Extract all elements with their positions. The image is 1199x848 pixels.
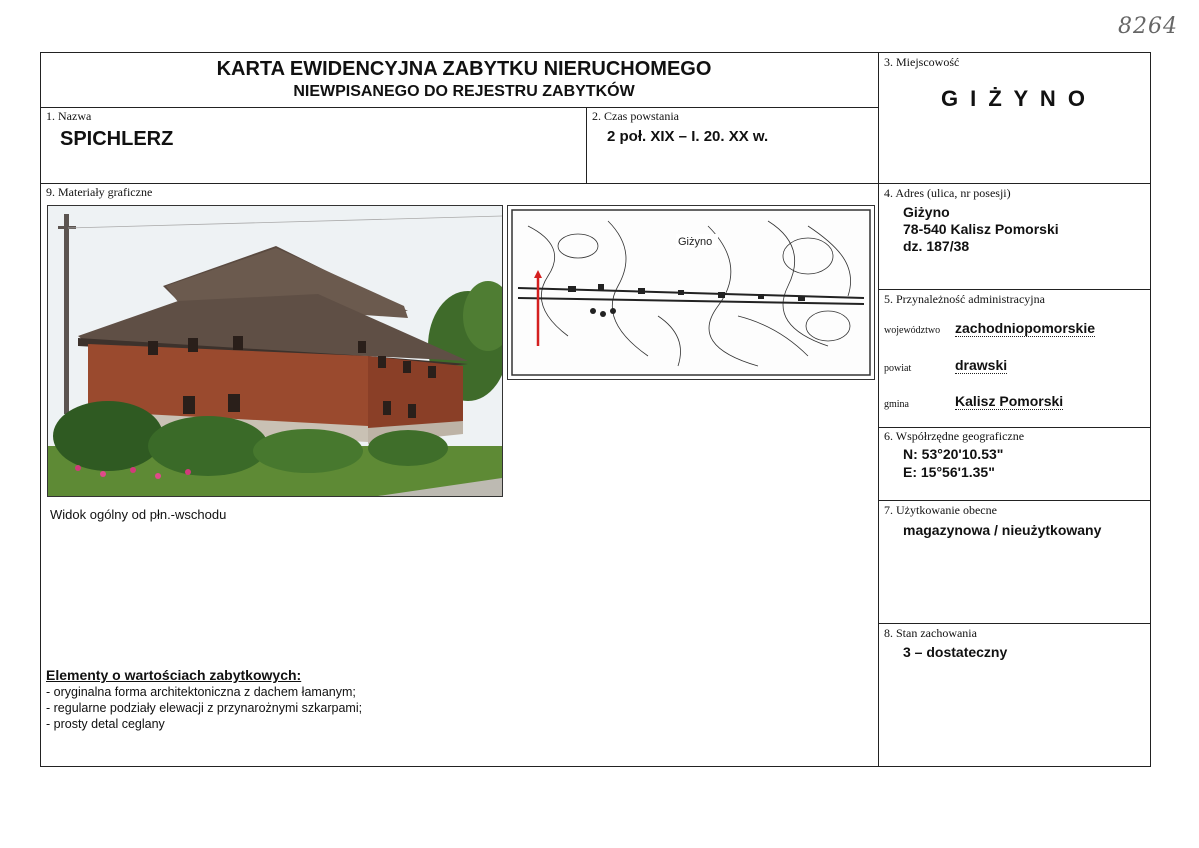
divider [878,289,1151,290]
gmina-value: Kalisz Pomorski [955,393,1064,409]
czas-label: 2. Czas powstania [592,109,679,123]
divider [586,107,587,183]
wspolrzedne-n: N: 53°20'10.53" [903,446,1004,462]
photo-caption: Widok ogólny od płn.-wschodu [50,507,227,522]
divider [878,623,1151,624]
divider [40,183,1151,184]
nazwa-label: 1. Nazwa [46,109,92,123]
divider [878,52,879,767]
wspolrzedne-e: E: 15°56'1.35" [903,464,995,480]
czas-value: 2 poł. XIX – I. 20. XX w. [607,128,769,145]
elementy-heading: Elementy o wartościach zabytkowych: [46,667,302,683]
gmina-label: gmina [884,399,909,410]
stan-value: 3 – dostateczny [903,644,1008,660]
uzytkowanie-value: magazynowa / nieużytkowany [903,522,1102,538]
elementy-item: - regularne podziały elewacji z przynarożnymi szkarpami; [46,701,363,715]
przynaleznosc-label: 5. Przynależność administracyjna [884,292,1045,306]
topographic-map [508,206,874,379]
uzytkowanie-label: 7. Użytkowanie obecne [884,503,997,517]
materialy-label: 9. Materiały graficzne [46,185,153,199]
map-place-label: Giżyno [678,236,713,248]
elementy-list [46,684,362,732]
powiat-label: powiat [884,363,912,374]
location-map [507,205,875,380]
adres-line3: dz. 187/38 [903,238,970,254]
adres-line2: 78-540 Kalisz Pomorski [903,221,1059,237]
powiat-value: drawski [955,357,1008,373]
card-title: KARTA EWIDENCYJNA ZABYTKU NIERUCHOMEGO [216,58,712,80]
miejscowosc-label: 3. Miejscowość [884,55,960,69]
building-illustration [48,206,502,496]
divider [878,427,1151,428]
adres-label: 4. Adres (ulica, nr posesji) [884,186,1011,200]
adres-line1: Giżyno [903,204,950,220]
wojewodztwo-label: województwo [884,325,941,336]
divider [40,107,878,108]
wspolrzedne-label: 6. Współrzędne geograficzne [884,429,1025,443]
stan-label: 8. Stan zachowania [884,626,977,640]
elementy-item: - prosty detal ceglany [46,717,165,731]
divider [878,500,1151,501]
nazwa-value: SPICHLERZ [60,128,174,150]
card-subtitle: NIEWPISANEGO DO REJESTRU ZABYTKÓW [293,83,635,100]
building-photo [47,205,503,497]
handwritten-number: 8264 [1118,14,1178,39]
miejscowosc-value: G I Ż Y N O [940,86,1089,111]
elementy-item: - oryginalna forma architektoniczna z dachem łamanym; [46,685,356,699]
wojewodztwo-value: zachodniopomorskie [955,320,1096,336]
